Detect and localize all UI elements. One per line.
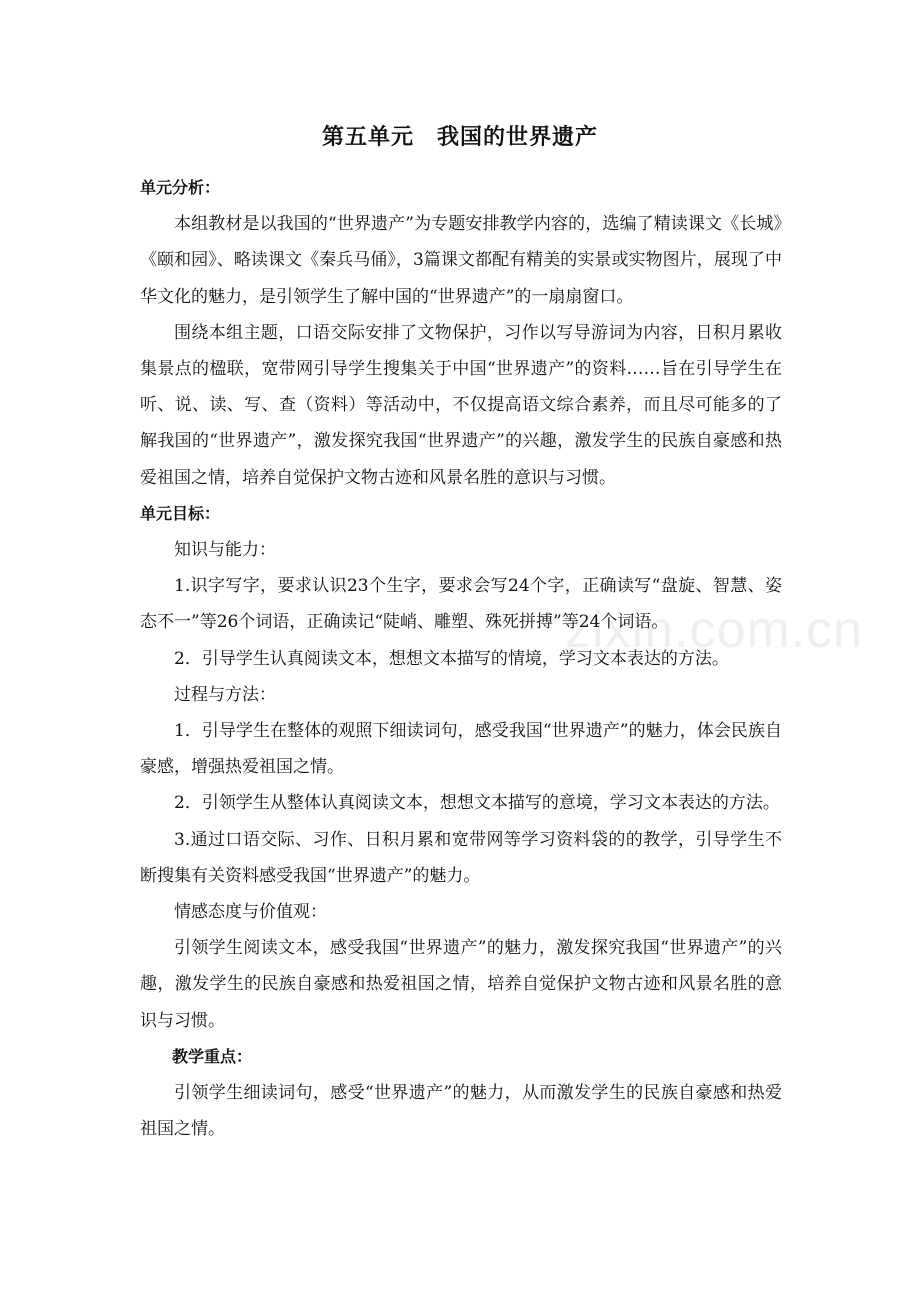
watermark: zixin.com.cn xyxy=(565,601,864,659)
analysis-paragraph-2: 围绕本组主题，口语交际安排了文物保护，习作以写导游词为内容，日积月累收集景点的楹联，宽带网引导学生搜集关于中国“世界遗产”的资料……旨在引导学生在听、说、读、写、查（资料）等活动中，不仅提高语文综合素养，而且尽可能多的了解我国的“世界遗产”，激发探究我国“世界遗产”的兴趣，激发学生的民族自豪感和热爱祖国之情，培养自觉保护文物古迹和风景名胜的意识与习惯。 xyxy=(140,322,782,488)
page-title: 第五单元 我国的世界遗产 xyxy=(321,124,598,150)
knowledge-item-2: 2．引导学生认真阅读文本，想想文本描写的情境，学习文本表达的方法。 xyxy=(174,648,729,669)
document-body xyxy=(140,170,782,1147)
process-item-1: 1．引导学生在整体的观照下细读词句，感受我国“世界遗产”的魅力，体会民族自豪感，增强热爱祖国之情。 xyxy=(140,721,782,778)
process-heading: 过程与方法： xyxy=(174,684,276,705)
emotion-heading: 情感态度与价值观： xyxy=(174,902,327,923)
goals-heading: 单元目标： xyxy=(140,503,221,523)
process-item-2: 2．引领学生从整体认真阅读文本，想想文本描写的意境，学习文本表达的方法。 xyxy=(174,793,780,814)
analysis-paragraph-1: 本组教材是以我国的“世界遗产”为专题安排教学内容的，选编了精读课文《长城》《颐和园》、略读课文《秦兵马俑》，3篇课文都配有精美的实景或实物图片，展现了中华文化的魅力，是引领学生了解中国的“世界遗产”的一扇扇窗口。 xyxy=(140,214,782,307)
knowledge-item-1: 1.识字写字，要求认识23个生字，要求会写24个字，正确读写“盘旋、智慧、姿态不一”等26个词语，正确读记“陡峭、雕塑、殊死拼搏”等24个词语。 xyxy=(140,576,782,633)
analysis-heading: 单元分析： xyxy=(140,178,221,197)
emotion-paragraph: 引领学生阅读文本，感受我国“世界遗产”的魅力，激发探究我国“世界遗产”的兴趣，激发学生的民族自豪感和热爱祖国之情，培养自觉保护文物古迹和风景名胜的意识与习惯。 xyxy=(140,938,782,1031)
focus-paragraph: 引领学生细读词句，感受“世界遗产”的魅力，从而激发学生的民族自豪感和热爱祖国之情。 xyxy=(140,1083,782,1140)
knowledge-heading: 知识与能力： xyxy=(174,540,276,561)
process-item-3: 3.通过口语交际、习作、日积月累和宽带网等学习资料袋的的教学，引导学生不断搜集有关资料感受我国“世界遗产”的魅力。 xyxy=(140,829,782,886)
focus-heading: 教学重点： xyxy=(172,1046,253,1066)
